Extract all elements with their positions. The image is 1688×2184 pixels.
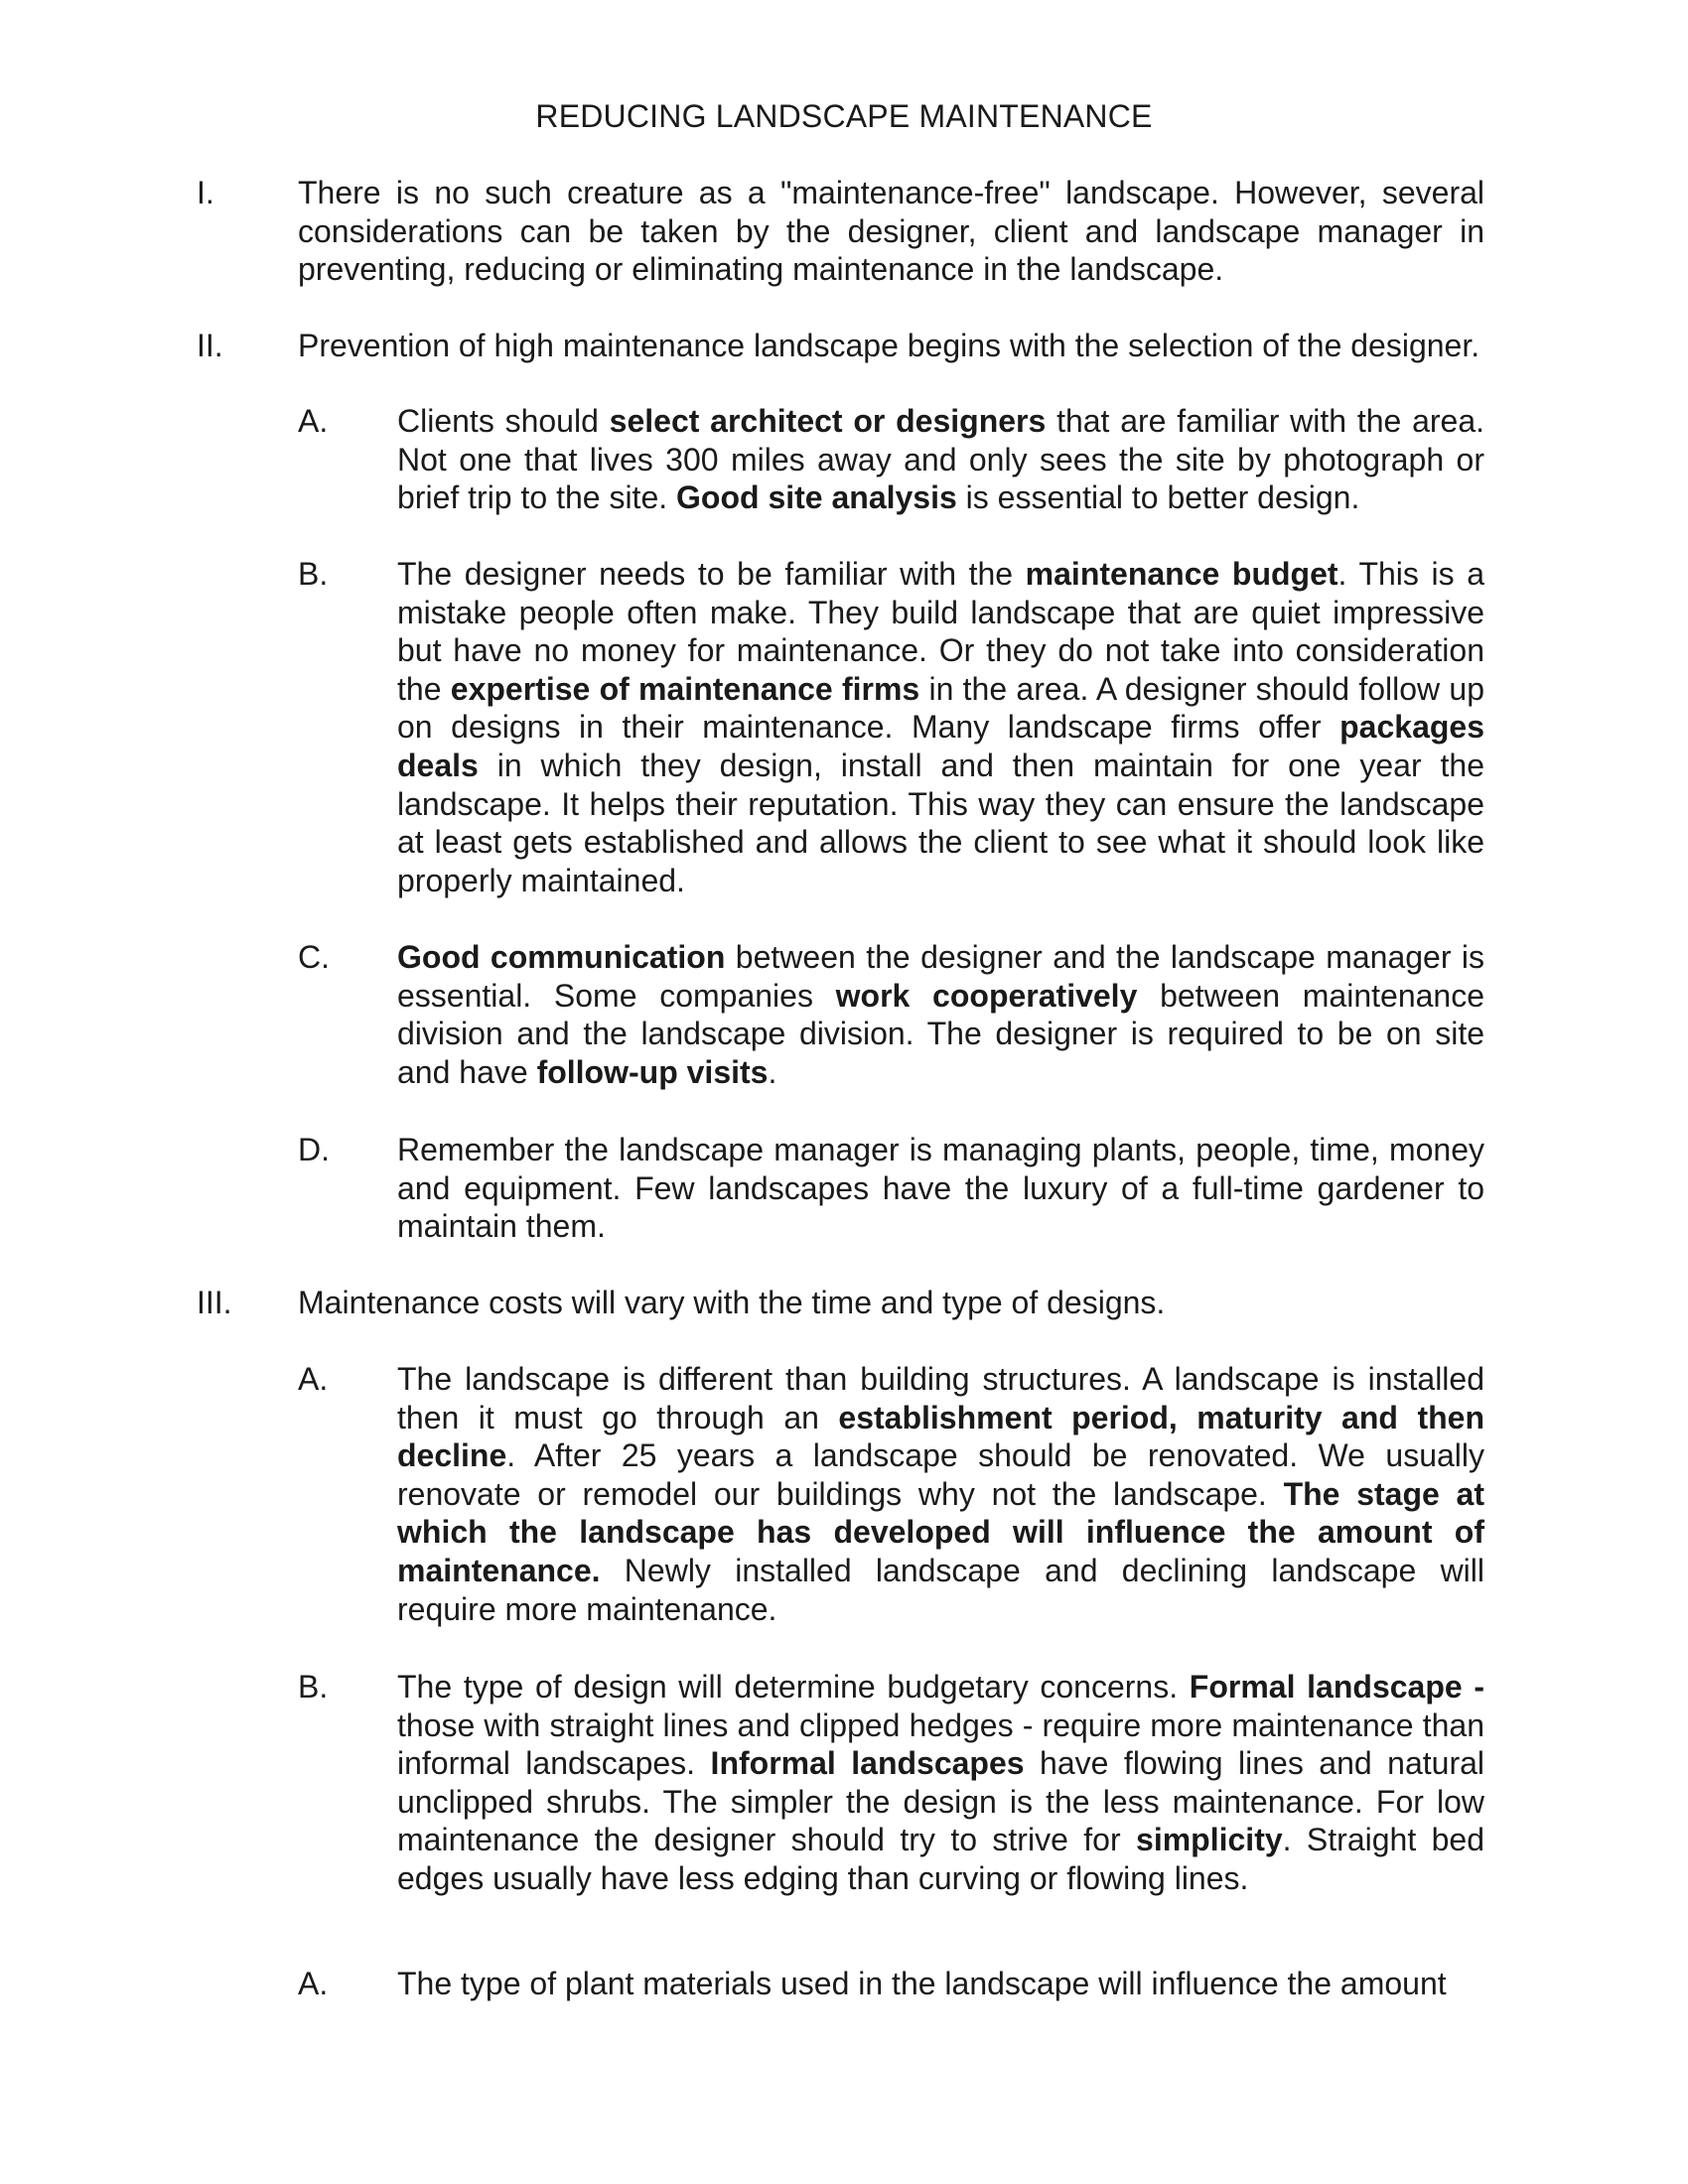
item-text — [397, 1668, 1484, 1898]
section-text — [298, 1284, 1484, 1322]
text-run: in the area. A designer should follow up on designs in their maintenance. Many landscape firms offer — [397, 670, 1485, 746]
bold-phrase: The stage at which the landscape has developed will influence the amount of maintenance. — [397, 1475, 1484, 1588]
bold-phrase: maintenance budget — [1025, 556, 1338, 592]
text-run: The type of design will determine budgetary concerns. — [397, 1669, 1190, 1705]
text-run: . After 25 years a landscape should be renovated. We usually renovate or remodel our buildings why not the landscape. — [397, 1437, 1484, 1512]
bold-phrase: simplicity — [1136, 1822, 1283, 1858]
text-run: between the designer and the landscape manager is essential. Some companies — [397, 939, 1485, 1014]
item-text — [397, 402, 1484, 517]
text-run: Remember the landscape manager is managing plants, people, time, money and equipment. Few landscapes have the luxury of a full-time gardener to maintain them. — [397, 1132, 1484, 1245]
text-run: Newly installed landscape and declining landscape will require more maintenance. — [397, 1552, 1484, 1627]
section-number: II. — [197, 328, 223, 363]
text-run: . This is a mistake people often make. They build landscape that are quiet impressive but have no money for maintenance. Or they do not take into consideration the — [397, 556, 1485, 707]
text-run: Maintenance costs will vary with the time and type of designs. — [298, 1285, 1166, 1320]
text-run: between maintenance division and the landscape division. The designer is required to be on site and have — [397, 977, 1485, 1090]
bold-phrase: packages deals — [397, 709, 1484, 783]
section-text — [298, 327, 1484, 365]
bold-phrase: select architect or designers — [609, 403, 1047, 439]
text-run: have flowing lines and natural unclipped shrubs. The simpler the design is the less maintenance. For low maintenance the designer should try to strive for — [397, 1745, 1485, 1858]
text-run: Prevention of high maintenance landscape begins with the selection of the designer. — [298, 328, 1480, 363]
item-letter: B. — [298, 1669, 329, 1705]
bold-phrase: Good site analysis — [676, 479, 957, 516]
text-run: Clients should — [397, 403, 610, 439]
text-run: those with straight lines and clipped hedges - require more maintenance than informal landscapes. — [397, 1706, 1484, 1782]
bold-phrase: Formal landscape - — [1189, 1669, 1485, 1705]
item-letter: A. — [298, 1966, 329, 2001]
bold-phrase: Good communication — [397, 939, 726, 975]
text-run: in which they design, install and then maintain for one year the landscape. It helps their reputation. This way they can ensure the landscape at least gets established and allows the client to see what it should look like properly maintained. — [397, 747, 1484, 898]
bold-phrase: follow-up visits — [536, 1053, 769, 1090]
bold-phrase: expertise of maintenance firms — [450, 670, 920, 707]
item-text — [397, 1965, 1484, 2003]
text-run: is essential to better design. — [956, 479, 1360, 516]
section-number: III. — [197, 1285, 232, 1320]
bold-phrase: work cooperatively — [835, 977, 1138, 1014]
item-letter: A. — [298, 403, 329, 439]
text-run: that are familiar with the area. Not one that lives 300 miles away and only sees the site by photograph or brief trip to the site. — [397, 403, 1485, 516]
item-letter: D. — [298, 1132, 330, 1167]
bold-phrase: Informal landscapes — [710, 1745, 1025, 1782]
text-run: There is no such creature as a "maintenance-free" landscape. However, several considerations can be taken by the designer, client and landscape manager in preventing, reducing or eliminating maintenance in the landscape. — [298, 175, 1484, 288]
item-letter: B. — [298, 556, 329, 592]
bold-phrase: establishment period, maturity and then decline — [397, 1399, 1485, 1474]
text-run: The type of plant materials used in the landscape will influence the amount — [397, 1966, 1447, 2001]
item-text — [397, 555, 1484, 899]
item-letter: A. — [298, 1361, 329, 1397]
section-text — [298, 174, 1484, 289]
item-text — [397, 1360, 1484, 1628]
page-title: REDUCING LANDSCAPE MAINTENANCE — [535, 98, 1153, 134]
item-letter: C. — [298, 939, 330, 975]
text-run: The designer needs to be familiar with the — [397, 556, 1026, 592]
text-run: . Straight bed edges usually have less edging than curving or flowing lines. — [397, 1822, 1485, 1896]
text-run: The landscape is different than building structures. A landscape is installed then it must go through an — [397, 1361, 1484, 1435]
section-number: I. — [197, 175, 214, 210]
item-text — [397, 1131, 1484, 1246]
item-text — [397, 938, 1484, 1091]
text-run: . — [768, 1053, 777, 1090]
